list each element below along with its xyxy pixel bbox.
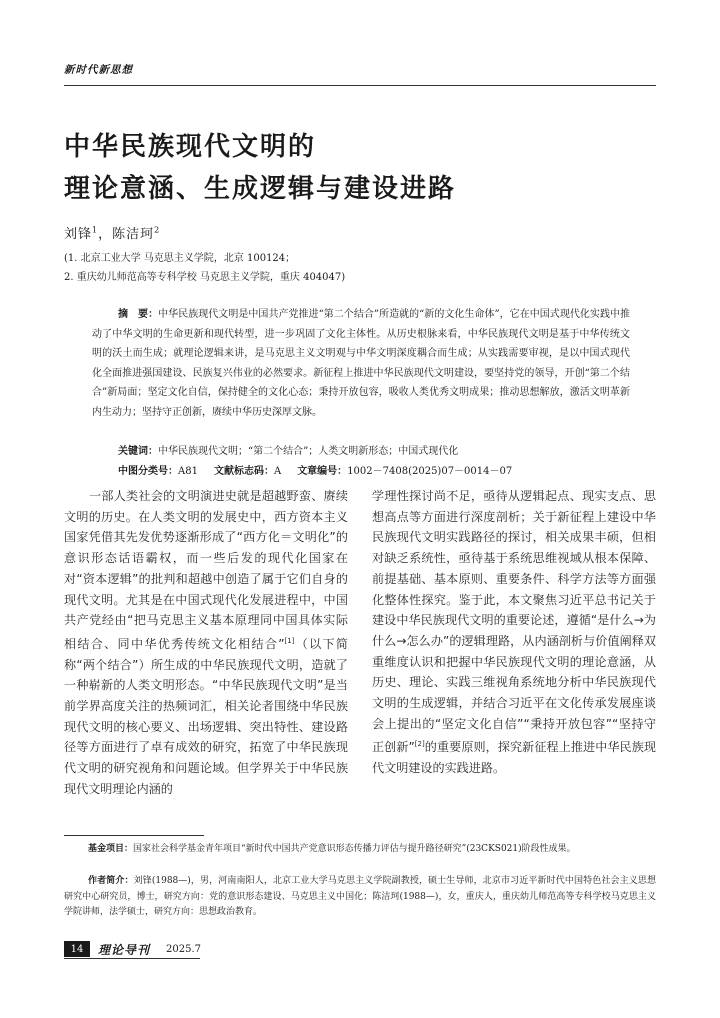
author-2-sup: 2 xyxy=(154,225,161,235)
citation-1: [1] xyxy=(284,636,295,645)
author-bio-label: 作者简介： xyxy=(88,876,134,886)
folio xyxy=(64,941,201,957)
issue-date: 2025.7 xyxy=(166,943,202,955)
affiliation-2: 2. 重庆幼儿师范高等专科学校 马克思主义学院，重庆 404047) xyxy=(64,272,346,283)
author-line xyxy=(64,223,160,242)
abstract-label: 摘 要： xyxy=(118,309,159,320)
keywords-text: 中华民族现代文明；“第二个结合”；人类文明新形态；中国式现代化 xyxy=(158,446,459,457)
author-2: 陈洁珂 xyxy=(112,227,155,242)
section-label: 新时代新思想 xyxy=(64,64,133,76)
clc-label: 中图分类号： xyxy=(118,466,178,477)
keywords xyxy=(118,442,458,457)
author-1-sup: 1 xyxy=(92,225,99,235)
body-column-right xyxy=(372,486,656,779)
citation-2: [2] xyxy=(414,740,425,749)
footnote-author-bio xyxy=(64,874,656,921)
title-line-1: 中华民族现代文明的 xyxy=(64,132,317,162)
author-separator: ， xyxy=(98,227,113,242)
abstract xyxy=(92,305,630,423)
clc-value: A81 xyxy=(178,466,198,477)
header-rule xyxy=(64,85,656,86)
article-number-value: 1002－7408(2025)07－0014－07 xyxy=(347,466,513,477)
author-bio-text: 刘锋(1988—)，男，河南南阳人，北京工业大学马克思主义学院副教授，硕士生导师，北京市习近平新时代中国特色社会主义思想研究中心研究员，博士，研究方向：党的意识形态建设、马克思主义中国化；陈洁珂(1988—)，女，重庆人，重庆幼儿师范高等专科学校马克思主义学院讲师，法学硕士，研究方向：思想政治教育。 xyxy=(64,876,656,918)
body-column-left xyxy=(64,486,348,800)
footnote-fund xyxy=(64,842,656,858)
author-1: 刘锋 xyxy=(64,227,93,242)
body-left-text-b: （以下简称“两个结合”）所生成的中华民族现代文明，造就了一种崭新的人类文明形态。“中华民族现代文明”是当前学界高度关注的热频词汇，相关论者围绕中华民族现代文明的核心要义、出场逻辑、突出特性、建设路径等方面进行了卓有成效的研究，拓宽了中华民族现代文明的研究视角和问题论域。但学界关于中华民族现代文明理论内涵的 xyxy=(64,636,348,796)
classification-line xyxy=(118,462,512,477)
article-number-label: 文章编号： xyxy=(297,466,348,477)
journal-name: 理论导刊 xyxy=(98,942,151,957)
footnote-rule xyxy=(64,835,204,836)
fund-label: 基金项目： xyxy=(88,844,134,854)
keywords-label: 关键词： xyxy=(118,446,158,457)
body-right-text-b: 的重要原则，探究新征程上推进中华民族现代文明建设的实践进路。 xyxy=(372,740,656,776)
title-line-2: 理论意涵、生成逻辑与建设进路 xyxy=(64,174,457,204)
body-left-text-a: 一部人类社会的文明演进史就是超越野蛮、赓续文明的历史。在人类文明的发展史中，西方资本主义国家凭借其先发优势逐渐形成了“西方化＝文明化”的意识形态话语霸权，而一些后发的现代化国家在对“资本逻辑”的批判和超越中创造了属于它们自身的现代文明。尤其是在中国式现代化发展进程中，中国共产党经由“把马克思主义基本原理同中国具体实际相结合、同中华优秀传统文化相结合” xyxy=(64,489,348,651)
fund-text: 国家社会科学基金青年项目“新时代中国共产党意识形态传播力评估与提升路径研究”(23CKS021)阶段性成果。 xyxy=(133,844,576,854)
doc-code-value: A xyxy=(273,466,282,477)
abstract-text: 中华民族现代文明是中国共产党推进“第二个结合”所造就的“新的文化生命体”，它在中国式现代化实践中推动了中华文明的生命更新和现代转型，进一步巩固了文化主体性。从历史根脉来看，中华民族现代文明是基于中华传统文明的沃土而生成；就理论逻辑来讲，是马克思主义文明观与中华文明深度耦合而生成；从实践需要审视，是以中国式现代化全面推进强国建设、民族复兴伟业的必然要求。新征程上推进中华民族现代文明建设，要坚持党的领导，开创“第二个结合”新局面；坚定文化自信，保持健全的文化心态；秉持开放包容，吸收人类优秀文明成果；推动思想解放，激活文明革新内生动力；坚持守正创新，赓续中华历史深厚文脉。 xyxy=(92,309,631,418)
doc-code-label: 文献标志码： xyxy=(213,466,274,477)
body-right-text-a: 学理性探讨尚不足，亟待从逻辑起点、现实支点、思想高点等方面进行深度剖析；关于新征程上建设中华民族现代文明实践路径的探讨，相关成果丰硕，但相对缺乏系统性，亟待基于系统思维视域从根本保障、前提基础、基本原则、重要条件、科学方法等方面强化整体性探究。鉴于此，本文聚焦习近平总书记关于建设中华民族现代文明的重要论述，遵循“是什么→为什么→怎么办”的逻辑理路，从内涵剖析与价值阐释双重维度认识和把握中华民族现代文明的理论意涵，从历史、理论、实践三维视角系统地分析中华民族现代文明的生成逻辑，并结合习近平在文化传承发展座谈会上提出的“坚定文化自信”“秉持开放包容”“坚持守正创新” xyxy=(372,489,656,755)
page-number: 14 xyxy=(64,941,90,957)
folio-rule xyxy=(64,958,200,959)
article-title xyxy=(64,126,664,210)
affiliation-1: (1. 北京工业大学 马克思主义学院，北京 100124； xyxy=(64,253,296,264)
